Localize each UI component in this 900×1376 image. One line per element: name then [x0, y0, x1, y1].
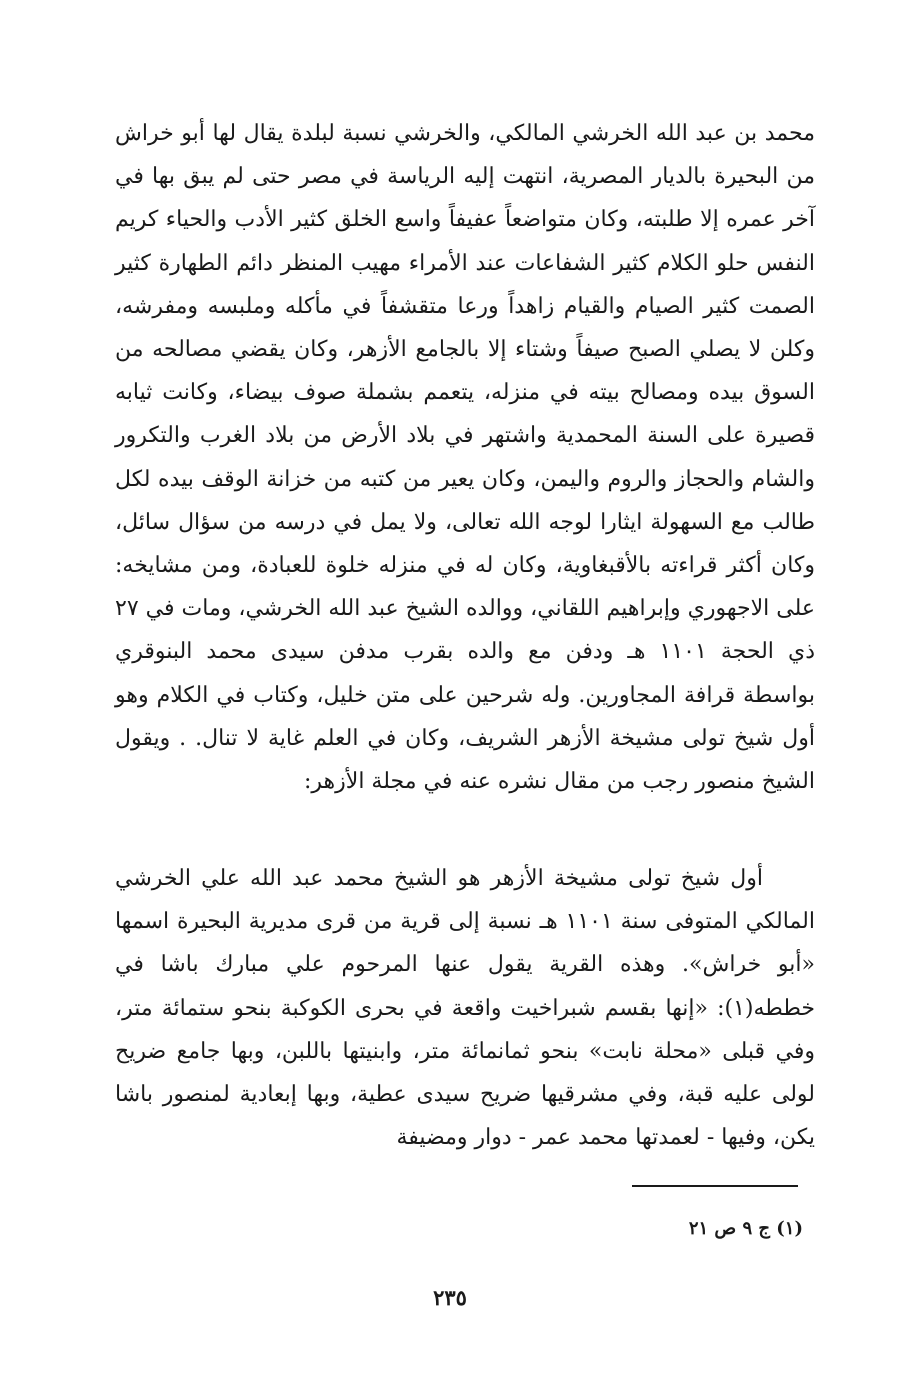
footnote: (١) ج ٩ ص ٢١: [688, 1218, 803, 1239]
footnote-divider: [632, 1185, 798, 1187]
paragraph-text: محمد بن عبد الله الخرشي المالكي، والخرشي نسبة لبلدة يقال لها أبو خراش من البحيرة بالديار المصرية، انتهت إليه الرياسة في مصر حتى لم يبق بها في آخر عمره إلا طلبته، وكان متواضعاً عفيفاً واسع الخلق كثير الأدب والحياء كريم النفس حلو الكلام كثير الشفاعات عند الأمراء مهيب المنظر دائم الطهارة كثير الصمت كثير الصيام والقيام زاهداً ورعا متقشفاً في مأكله وملبسه ومفرشه، وكلن لا يصلي الصبح صيفاً وشتاء إلا بالجامع الأزهر، وكان يقضي مصالحه من السوق بيده ومصالح بيته في منزله، يتعمم بشملة صوف بيضاء، وكانت ثيابه قصيرة على السنة المحمدية واشتهر في بلاد الأرض من بلاد الغرب والتكرور والشام والحجاز والروم واليمن، وكان يعير من كتبه من خزانة الوقف بيده لكل طالب مع السهولة ايثارا لوجه الله تعالى، ولا يمل في درسه من سؤال سائل، وكان أكثر قراءته بالأقبغاوية، وكان له في منزله خلوة للعبادة، ومن مشايخه: على الاجهوري وإبراهيم اللقاني، ووالده الشيخ عبد الله الخرشي، ومات في ٢٧ ذي الحجة ١١٠١ هـ ودفن مع والده بقرب مدفن سيدى محمد البنوقري بواسطة قرافة المجاورين. وله شرحين على متن خليل، وكتاب في الكلام وهو أول شيخ تولى مشيخة الأزهر الشريف، وكان في العلم غاية لا تنال. . ويقول الشيخ منصور رجب من مقال نشره عنه في مجلة الأزهر:: [115, 121, 815, 795]
page-number: ٢٣٥: [433, 1285, 467, 1310]
quoted-paragraph: [115, 857, 815, 1159]
biography-paragraph: [115, 112, 815, 803]
paragraph-text: أول شيخ تولى مشيخة الأزهر هو الشيخ محمد عبد الله علي الخرشي المالكي المتوفى سنة ١١٠١ هـ نسبة إلى قرية من قرى مديرية البحيرة اسمها «أبو خراش». وهذه القرية يقول عنها المرحوم علي مبارك باشا في خططه(١): «إنها بقسم شبراخيت واقعة في بحرى الكوكبة بنحو ستمائة متر، وفي قبلى «محلة نابت» بنحو ثمانمائة متر، وابنيتها باللبن، وبها جامع ضريح لولى عليه قبة، وفي مشرقيها ضريح سيدى عطية، وبها إبعادية لمنصور باشا يكن، وفيها - لعمدتها محمد عمر - دوار ومضيفة: [115, 866, 815, 1151]
